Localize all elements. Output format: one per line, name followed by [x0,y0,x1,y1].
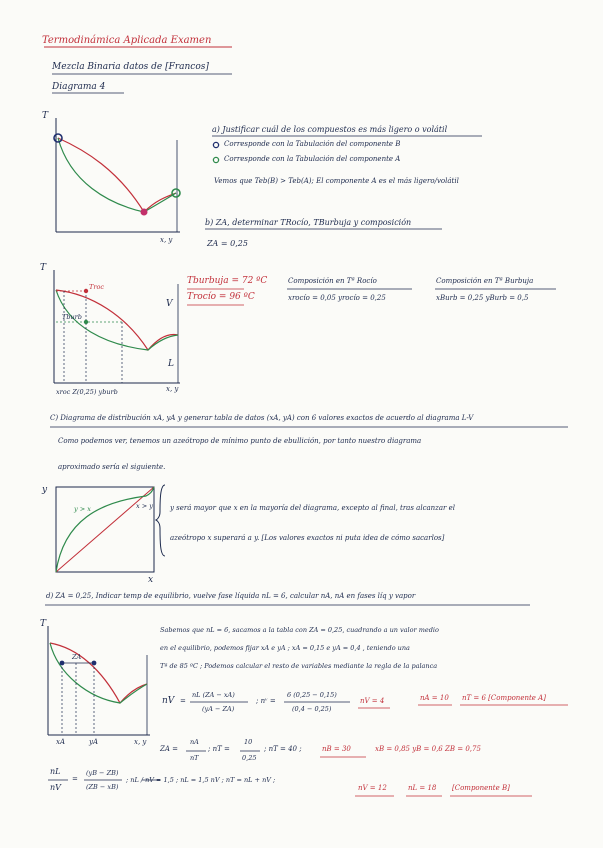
comp-burb-title: Composición en Tª Burbuja [436,277,534,285]
comp-burb-values: xBurb = 0,25 yBurb = 0,5 [436,294,529,302]
f3-comp: [Componente B] [452,784,510,792]
f3-den2: (ZB − xB) [86,783,119,791]
diagram-b-tburb-label: Tburb [62,313,82,321]
question-c: C) Diagrama de distribución xA, yA y generar tabla de datos (xA, yA) con 6 valores exactos de acuerdo al diagrama L-V [50,414,474,422]
diagram-b-x-ticks: xroc Z(0,25) yburb [56,388,118,396]
legend-green-text: Corresponde con la Tabulación del componente A [224,155,401,163]
doc-subtitle: Mezcla Binaria datos de [Francos] [52,62,209,72]
f2-vals: xB = 0,85 yB = 0,6 ZB = 0,75 [375,745,481,753]
diagram-c-brace [156,485,165,556]
diagram-a-axis-x: x, y [160,236,173,244]
conclusion-a: Vemos que Teb(B) > Teb(A); El componente A es el más ligero/volátil [214,177,459,185]
f3-nl: nL = 18 [408,784,437,792]
f1-nt: nT = 6 [Componente A] [462,694,546,702]
diagram-d-axis-t: T [40,619,47,629]
f2-den: nT [190,754,199,762]
section-c-line2: aproximado sería el siguiente. [58,463,166,471]
legend-blue-marker [213,142,218,147]
f1-na: nA = 10 [420,694,449,702]
f2-nt: ; nT = [208,745,230,753]
f3-num2: (yB − ZB) [86,769,119,777]
document-page: Termodinámica Aplicada Examen Mezcla Binaria datos de [Francos] Diagrama 4 T x, y a) Justificar cuál de los compuestos es más ligero o volátil Corresponde con la Tabulación del componente B Corresponde con la Tabulación del componente A Vemos que Teb(B) > Teb(A); El componente A es el más ligero/volátil b) ZA, determinar TRocío, TBurbuja y composición ZA = 0,25 T Troc Tburb V L xroc Z(0,25) yburb x, y Tburbuja = 72 ºC Trocío = 96 ºC Composición en Tª Rocío xrocío = 0,05 yrocío = 0,25 Composición en Tª Burbuja xBurb = 0,25 yBurb = 0,5 C) Diagrama de distribución xA, yA y generar tabla de datos (xA, yA) con 6 valores exactos de acuerdo al diagrama L-V Como podemos ver, tenemos un azeótropo de mínimo punto de ebullición, por tanto nuestro diagrama aproximado sería el siguiente. y x y > x x > y y será mayor que x en la mayoría del diagrama, excepto al final, tras alcanzar el azeótropo x superará a y. [Los valores exactos ni puta idea de cómo sacarlos] d) ZA = 0,25, Indicar temp de equilibrio, vuelve fase líquida nL = 6, calcular nA, nA en fases líq y vapor T ZA xA yA x, y Sabemos que nL = 6, sacamos a la tabla con ZA = 0,25, cuadrando a un valor medio en el equilibrio, podemos fijar xA e yA ; xA = 0,15 e yA = 0,4 , teniendo una Tª de 85 ºC ; Podemos calcular el resto de variables mediante la regla de la palanca nV = nL (ZA − xA) (yA − ZA) ; nᵛ = 6 (0,25 − 0,15) (0,4 − 0,25) nV = 4 nA = 10 nT = 6 [Componente A] ZA = nA nT ; nT = 10 0,25 ; nT = 40 ; nB = 30 xB = 0,85 yB = 0,6 ZB = 0,75 nL nV = (yB − ZB) (ZB − xB) ; nL / nV = 1,5 ; nL = 1,5 nV ; nT = nL + nV ; nV = 12 nL = 18 [Componente B] [0,0,603,848]
section-c-line1: Como podemos ver, tenemos un azeótropo de mínimo punto de ebullición, por tanto nuestro diagrama [58,437,422,445]
diagram-d-axis-x: x, y [134,738,147,746]
diagram-d [48,626,150,735]
diagram-d-tick-za: ZA [72,653,82,661]
diagram-c-diagonal [56,487,154,572]
diagram-c [56,487,154,572]
section-c-note2: azeótropo x superará a y. [Los valores exactos ni puta idea de cómo sacarlos] [170,534,445,542]
f1-res: nV = 4 [360,697,385,705]
f1-lhs: nV [162,696,175,706]
f2-num: nA [190,738,199,746]
section-d-p1: Sabemos que nL = 6, sacamos a la tabla con ZA = 0,25, cuadrando a un valor medio [160,626,439,634]
diagram-d-tick-xa: xA [56,738,66,746]
diagram-c-y-gt-x: y > x [74,505,91,513]
diagram-b-l-label: L [168,359,174,369]
t-burbuja: Tburbuja = 72 ºC [187,276,268,286]
f2-den2: 0,25 [242,754,257,762]
diagram-label: Diagrama 4 [52,82,106,92]
question-a: a) Justificar cuál de los compuestos es más ligero o volátil [212,125,448,134]
diagram-b-axis-x: x, y [166,385,179,393]
legend-blue-text: Corresponde con la Tabulación del componente B [224,140,401,148]
section-c-note1: y será mayor que x en la mayoría del diagrama, excepto al final, tras alcanzar el [170,504,456,512]
t-rocio: Trocío = 96 ºC [187,292,255,302]
f1-den2: (0,4 − 0,25) [292,705,332,713]
diagram-a-dew-curve [58,138,176,212]
f3-mid: ; nL / nV = 1,5 ; nL = 1,5 nV ; nT = nL + nV ; [126,776,276,784]
f2-nb: nB = 30 [322,745,351,753]
f3-den: nV [50,783,61,792]
f2-num2: 10 [244,738,253,746]
comp-rocio-values: xrocío = 0,05 yrocío = 0,25 [288,294,386,302]
f3-num: nL [50,767,61,776]
question-b: b) ZA, determinar TRocío, TBurbuja y composición [205,218,412,227]
diagram-d-bubble-curve [50,643,147,703]
legend-green-marker [213,157,218,162]
diagram-c-axis-x: x [148,575,154,585]
diagram-b-v-label: V [166,299,173,309]
f2-z: ZA = [160,745,179,753]
f3-nv: nV = 12 [358,784,387,792]
za-value: ZA = 0,25 [207,239,248,248]
f1-num: nL (ZA − xA) [192,691,235,699]
diagram-b-axis-t: T [40,263,47,273]
diagram-a-axis-t: T [42,111,49,121]
f2-res: ; nT = 40 ; [264,745,302,753]
diagram-a [54,118,180,232]
f1-den: (yA − ZA) [202,705,235,713]
comp-rocio-title: Composición en Tª Rocío [288,277,377,285]
diagram-a-azeotrope-point [141,209,148,216]
diagram-c-axis-y: y [42,485,48,495]
diagram-b-troc-label: Troc [89,283,104,291]
section-d-p3: Tª de 85 ºC ; Podemos calcular el resto de variables mediante la regla de la palanca [160,662,438,670]
doc-title: Termodinámica Aplicada Examen [42,35,212,46]
diagram-b [54,270,180,383]
diagram-d-tick-ya: yA [89,738,99,746]
f1-num2: 6 (0,25 − 0,15) [287,691,337,699]
diagram-c-x-gt-y: x > y [136,502,153,510]
section-d-p2: en el equilibrio, podemos fijar xA e yA ; xA = 0,15 e yA = 0,4 , teniendo una [160,644,410,652]
question-d: d) ZA = 0,25, Indicar temp de equilibrio, vuelve fase líquida nL = 6, calcular nA, nA en fases líq y vapor [46,592,416,600]
